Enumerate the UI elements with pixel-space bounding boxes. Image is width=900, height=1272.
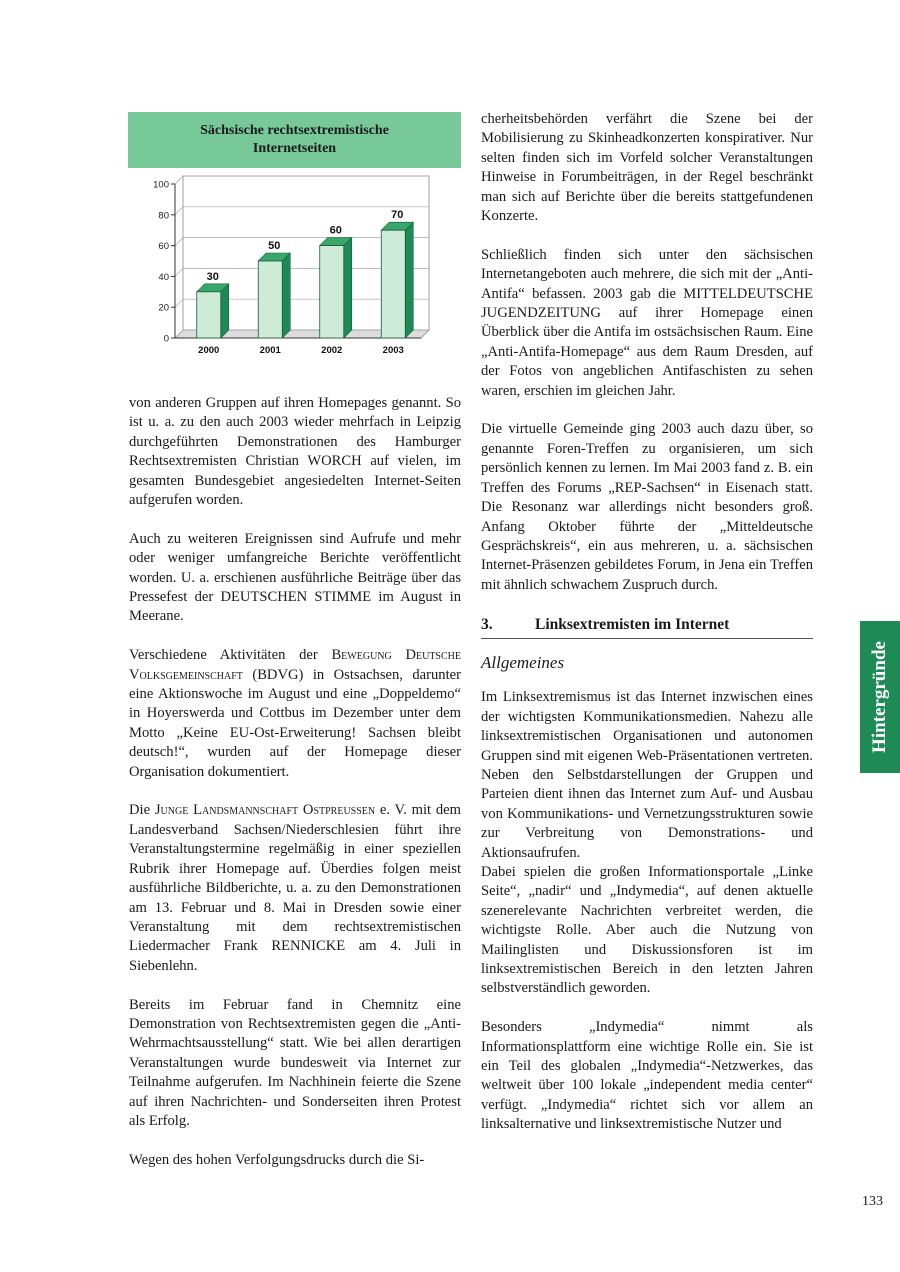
section-title: Linksextremisten im Internet xyxy=(535,615,730,633)
section-number: 3. xyxy=(481,615,493,633)
paragraph-text: (BDVG) in Ostsachsen, darunter eine Aktionswoche im August und eine „Doppeldemo“ in Hoyerswerda und Cottbus im Dezember unter dem Motto „Keine EU-Ost-Erweiterung! Sachsen bleibt deutsch!“, wurden auf der Homepage dieser Organisation dokumentiert. xyxy=(129,666,461,780)
page-number: 133 xyxy=(862,1194,883,1209)
paragraph xyxy=(129,646,461,782)
chart-x-tick-label: 2001 xyxy=(259,345,281,356)
chart-bar xyxy=(381,230,405,338)
bar-chart xyxy=(128,112,461,372)
organization-name: Bewegung Deutsche Volksgemeinschaft xyxy=(129,647,461,683)
paragraph-text: Verschiedene Aktivitäten der xyxy=(129,647,332,664)
paragraph-text: e. V. mit dem Landesverband Sachsen/Niederschlesien führt ihre Veranstaltungstermine regelmäßig in einer speziellen Rubrik ihrer Homepage auf. Überdies folgen meist ausführliche Bildberichte, u. a. zu den Demonstrationen am 13. Februar und 8. Mai in Dresden sowie einer Veranstaltung mit dem rechtsextremistischen Liedermacher Frank RENNICKE am 4. Juli in Siebenlehn. xyxy=(129,802,461,974)
chart-bar xyxy=(258,261,282,338)
right-column xyxy=(481,110,813,1135)
chart-bar-side xyxy=(344,238,352,338)
chart-x-tick-label: 2000 xyxy=(198,345,220,356)
chart-y-tick-label: 60 xyxy=(158,241,169,253)
paragraph: Auch zu weiteren Ereignissen sind Aufrufe und mehr oder weniger umfangreiche Berichte veröffentlicht worden. U. a. erschienen ausführliche Beiträge über das Pressefest der DEUTSCHEN STIMME im August in Meerane. xyxy=(129,530,461,625)
chart-x-tick-label: 2003 xyxy=(382,345,404,356)
chart-data-label: 30 xyxy=(206,270,219,283)
paragraph xyxy=(129,801,461,976)
side-tab-label: Hintergründe xyxy=(869,641,890,753)
chart-title-line-2: Internetseiten xyxy=(252,141,337,156)
paragraph: Die virtuelle Gemeinde ging 2003 auch dazu über, so genannte Foren-Treffen zu organisieren, um sich persönlich kennen zu lernen. Im Mai 2003 fand z. B. ein Treffen des Forums „REP-Sachsen“ in Eisenach statt. Die Resonanz war allerdings nicht besonders groß. Anfang Oktober führte der „Mitteldeutsche Gesprächskreis“, ein aus mehreren, u. a. sächsischen Internet-Präsenzen gebildetes Forum, in Jena ein Treffen mit ähnlich schwachem Zuspruch durch. xyxy=(481,421,813,593)
paragraph: Im Linksextremismus ist das Internet inzwischen eines der wichtigsten Kommunikationsmedien. Nahezu alle linksextremistischen Organisationen und autonomen Gruppen sind mit eigenen Web-Präsentationen vertreten. Neben den Selbstdarstellungen der Gruppen und Parteien dient ihnen das Internet zum Auf- und Ausbau von Kommunikations- und Vernetzungsstrukturen sowie zur Verbreitung von Demonstrations- und Aktionsaufrufen. xyxy=(481,689,813,861)
chart-y-tick-label: 20 xyxy=(158,302,169,314)
chart-y-tick-label: 80 xyxy=(158,210,169,222)
section-heading xyxy=(481,615,813,639)
chart-bar-side xyxy=(282,253,290,338)
chart-data-label: 60 xyxy=(329,224,342,237)
chart-bar xyxy=(320,246,344,338)
chart-data-label: 50 xyxy=(268,240,281,252)
paragraph-text: Die xyxy=(129,802,155,819)
left-column xyxy=(129,394,461,1170)
subheading: Allgemeines xyxy=(481,652,565,672)
chart-data-label: 70 xyxy=(391,209,404,222)
chart-x-tick-label: 2002 xyxy=(321,345,343,356)
paragraph: von anderen Gruppen auf ihren Homepages genannt. So ist u. a. zu den auch 2003 wieder mehrfach in Leipzig durchgeführten Demonstrationen des Hamburger Rechtsextremisten Christian WORCH auf vielen, im gesamten Bundesgebiet angesiedelten Internet-Seiten aufgerufen worden. xyxy=(129,395,461,509)
chart-y-tick-label: 0 xyxy=(163,333,169,345)
paragraph: Besonders „Indymedia“ nimmt als Informationsplattform eine wichtige Rolle ein. Sie ist ein Teil des globalen „Indymedia“-Netzwerkes, das weltweit über 100 lokale „independent media center“ verfügt. „Indymedia“ richtet sich vor allem an linksalternative und linksextremistische Nutzer und xyxy=(481,1019,813,1133)
organization-name: Junge Landsmannschaft Ostpreußen xyxy=(154,802,376,819)
paragraph: cherheitsbehörden verfährt die Szene bei der Mobilisierung zu Skinheadkonzerten konspirativer. Nur selten finden sich im Vorfeld solcher Veranstaltungen Hinweise in Forumbeiträgen, in der Regel beschränkt man sich auf Berichte über die bereits stattgefundenen Konzerte. xyxy=(481,111,813,225)
chart-canvas xyxy=(128,112,461,372)
chart-y-tick-label: 40 xyxy=(158,271,169,283)
chart-bar xyxy=(197,292,221,338)
side-tab xyxy=(860,621,900,773)
chart-bar-side xyxy=(221,284,229,338)
paragraph: Wegen des hohen Verfolgungsdrucks durch die Si- xyxy=(129,1151,425,1168)
chart-title-line-1: Sächsische rechtsextremistische xyxy=(200,123,389,138)
paragraph: Dabei spielen die großen Informationsportale „Linke Seite“, „nadir“ und „Indymedia“, auf denen aktuelle szenerelevante Nachrichten verbreitet werden, die wichtigste Rolle. Aber auch die Nutzung von Mailinglisten und Diskussionsforen ist im linksextremistischen Bereich in den letzten Jahren selbstverständlich geworden. xyxy=(481,863,813,997)
paragraph: Bereits im Februar fand in Chemnitz eine Demonstration von Rechtsextremisten gegen die „Anti-Wehrmachtsausstellung“ statt. Wie bei allen derartigen Veranstaltungen wurde bundesweit via Internet zur Teilnahme aufgerufen. Im Nachhinein feierte die Szene auf ihren Nachrichten- und Sonderseiten ihren Protest als Erfolg. xyxy=(129,996,461,1129)
paragraph: Schließlich finden sich unter den sächsischen Internetangeboten auch mehrere, die sich mit der „Anti-Antifa“ befassen. 2003 gab die MITTELDEUTSCHE JUGENDZEITUNG auf ihrer Homepage einen Überblick über die Antifa im ostsächsischen Raum. Eine „Anti-Antifa-Homepage“ aus dem Raum Dresden, auf der Fotos von angeblichen Antifaschisten zu sehen waren, erschien im gleichen Jahr. xyxy=(481,246,813,399)
chart-bar-side xyxy=(405,222,413,338)
chart-y-tick-label: 100 xyxy=(153,179,169,191)
